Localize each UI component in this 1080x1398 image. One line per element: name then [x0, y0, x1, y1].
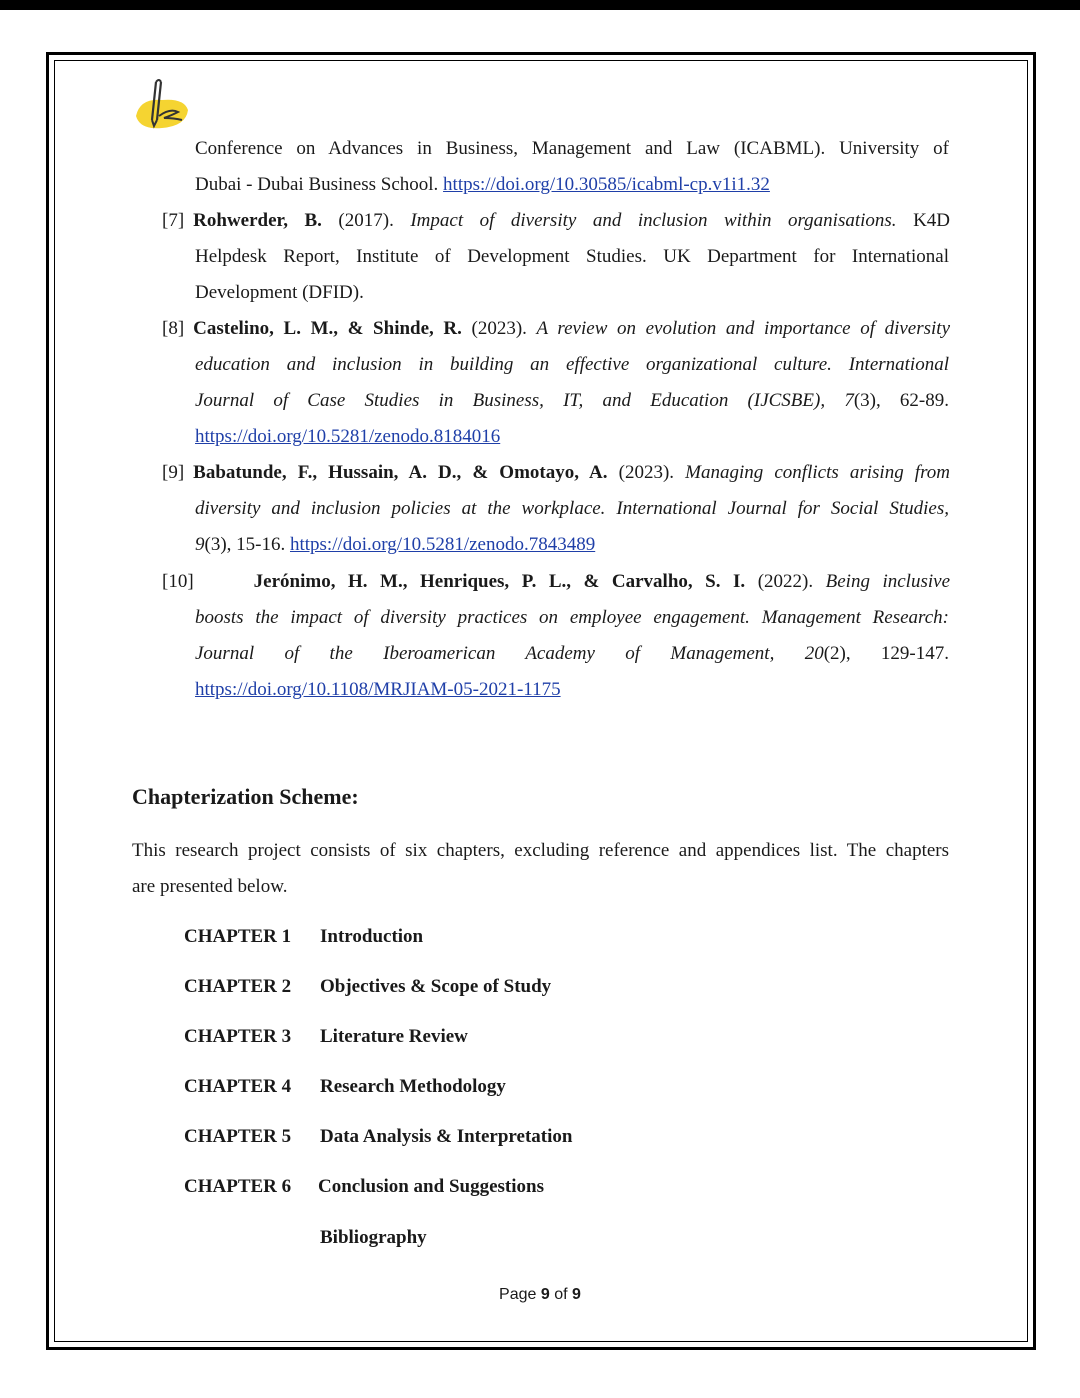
reference-line: [193, 209, 950, 233]
chapter-title: Research Methodology: [320, 1076, 506, 1097]
reference-pages: (3), 15-16.: [204, 534, 286, 555]
reference-volume: 9: [195, 534, 205, 555]
reference-volume: 20: [804, 643, 824, 664]
reference-title: education and inclusion in building an effective organizational culture. International: [195, 354, 949, 375]
reference-authors: Castelino, L. M., & Shinde, R.: [193, 318, 462, 339]
chapter-label: CHAPTER 6: [184, 1176, 292, 1197]
doi-link[interactable]: https://doi.org/10.5281/zenodo.8184016: [195, 426, 501, 447]
reference-journal: Journal of Case Studies in Business, IT, and Education (IJCSBE),: [195, 390, 826, 411]
doi-link[interactable]: https://doi.org/10.1108/MRJIAM-05-2021-1175: [195, 679, 561, 700]
reference-text: Development (DFID).: [195, 282, 364, 303]
reference-volume: 7: [844, 390, 854, 411]
reference-authors: Rohwerder, B.: [193, 210, 322, 231]
reference-doi: [195, 678, 561, 702]
reference-title: boosts the impact of diversity practices on employee engagement. Management Research:: [195, 607, 949, 628]
chapter-label: CHAPTER 2: [184, 976, 292, 997]
reference-title: A review on evolution and importance of diversity: [536, 318, 951, 339]
reference-journal: Journal of the Iberoamerican Academy of Management,: [195, 643, 775, 664]
reference-text: Helpdesk Report, Institute of Development Studies. UK Department for International: [195, 246, 949, 267]
reference-authors: Babatunde, F., Hussain, A. D., & Omotayo, A.: [193, 462, 608, 483]
reference-text: Conference on Advances in Business, Management and Law (ICABML). University of: [195, 138, 949, 159]
reference-year: (2023).: [618, 462, 675, 483]
doi-link[interactable]: https://doi.org/10.30585/icabml-cp.v1i1.32: [443, 174, 770, 195]
reference-pages: (2), 129-147.: [823, 643, 950, 664]
chapter-title: Objectives & Scope of Study: [320, 976, 552, 997]
reference-line: [193, 461, 950, 485]
reference-first-line: [162, 461, 950, 485]
reference-line: [193, 317, 950, 341]
reference-first-line: [162, 317, 950, 341]
chapter-label: CHAPTER 5: [184, 1126, 292, 1147]
reference-number: [7]: [162, 210, 185, 231]
reference-number: [9]: [162, 462, 185, 483]
chapter-label: CHAPTER 3: [184, 1026, 292, 1047]
reference-line: [254, 570, 950, 594]
reference-journal-line: [195, 533, 595, 557]
current-page: 9: [540, 1286, 550, 1303]
reference-journal-line: [195, 389, 949, 413]
reference-authors: Jerónimo, H. M., Henriques, P. L., & Carvalho, S. I.: [253, 571, 746, 592]
bibliography-label: Bibliography: [320, 1227, 427, 1248]
reference-first-line: [162, 209, 950, 233]
page-number: [0, 1284, 1080, 1306]
reference-pages: (3), 62-89.: [853, 390, 950, 411]
of-word: of: [554, 1286, 568, 1303]
reference-title: Impact of diversity and inclusion within organisations.: [410, 210, 897, 231]
chapter-label: CHAPTER 4: [184, 1076, 292, 1097]
chapter-title: Data Analysis & Interpretation: [320, 1126, 573, 1147]
reference-text: Dubai - Dubai Business School.: [195, 174, 439, 195]
total-pages: 9: [572, 1286, 581, 1303]
pen-writing-icon: [132, 76, 192, 132]
reference-text: K4D: [913, 210, 951, 231]
reference-journal-line: [195, 642, 949, 666]
reference-title: Managing conflicts arising from: [685, 462, 950, 483]
chapter-label: CHAPTER 1: [184, 926, 292, 947]
reference-year: (2022).: [757, 571, 814, 592]
intro-paragraph-line: This research project consists of six chapters, excluding reference and appendices list. The chapters: [132, 840, 949, 861]
reference-year: (2023).: [471, 318, 527, 339]
reference-first-line: [162, 570, 950, 594]
top-dark-bar: [0, 0, 1080, 10]
reference-title: Being inclusive: [825, 571, 950, 592]
reference-text: [195, 173, 770, 197]
reference-number: [8]: [162, 318, 185, 339]
page-word: Page: [499, 1286, 537, 1303]
reference-doi: [195, 425, 500, 449]
doi-link[interactable]: https://doi.org/10.5281/zenodo.7843489: [289, 534, 596, 555]
chapter-title: Introduction: [320, 926, 424, 947]
chapter-title: Conclusion and Suggestions: [318, 1176, 544, 1197]
reference-title: diversity and inclusion policies at the workplace. International Journal for Social Studies,: [195, 498, 949, 519]
intro-paragraph-line: are presented below.: [132, 876, 288, 897]
chapter-title: Literature Review: [320, 1026, 468, 1047]
reference-year: (2017).: [338, 210, 394, 231]
section-heading: Chapterization Scheme:: [132, 784, 359, 809]
reference-number: [10]: [162, 571, 194, 592]
